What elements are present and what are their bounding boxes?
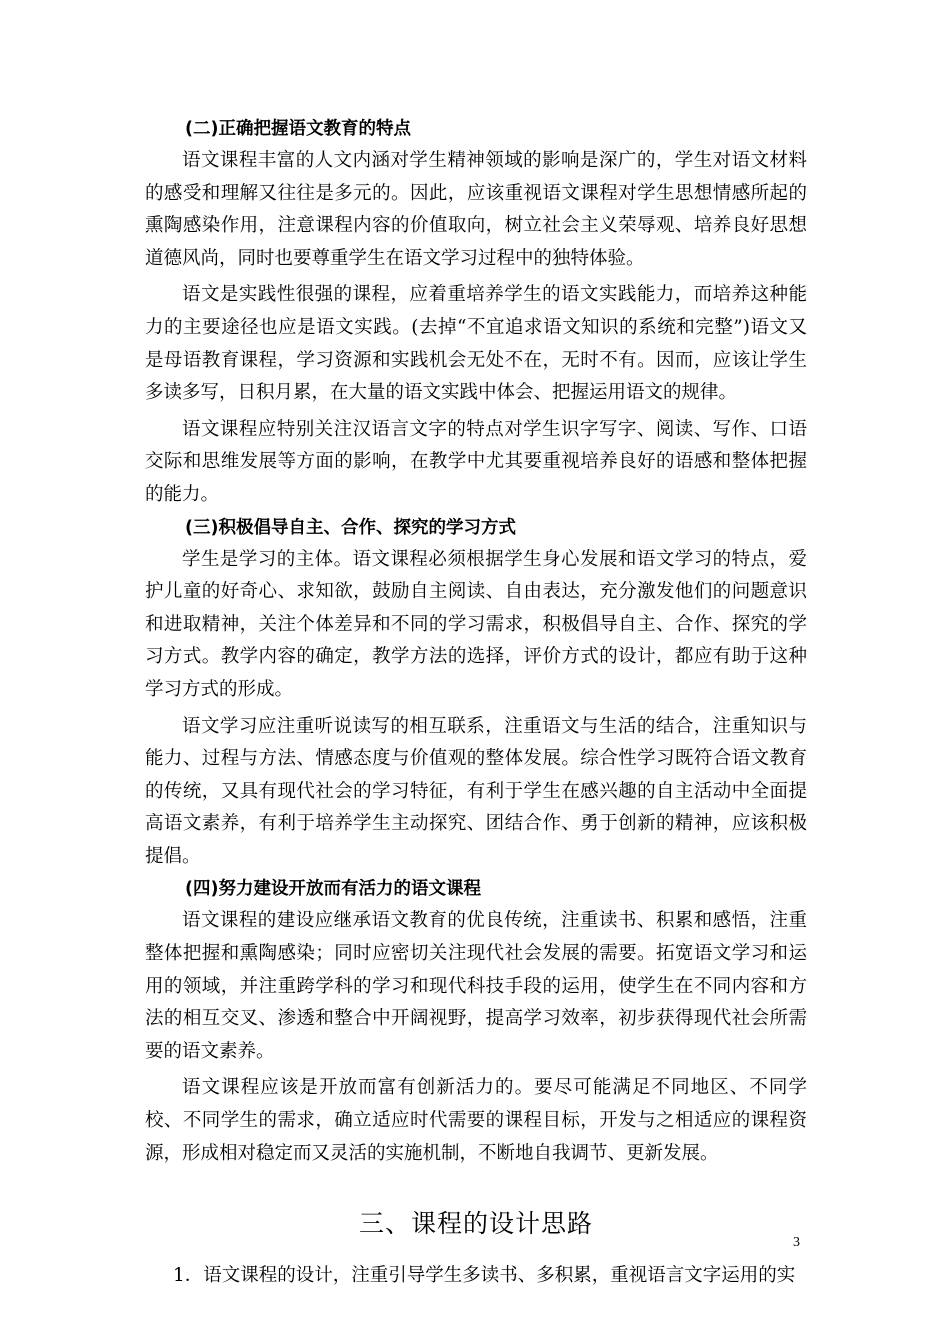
section-2-paragraph-1: 语文课程丰富的人文内涵对学生精神领域的影响是深广的，学生对语文材料的感受和理解又往往是多元的。因此，应该重视语文课程对学生思想情感所起的熏陶感染作用，注意课程内容的价值取向，树立社会主义荣辱观、培养良好思想道德风尚，同时也要尊重学生在语文学习过程中的独特体验。 xyxy=(145,150,807,269)
section-3-paragraph-1: 学生是学习的主体。语文课程必须根据学生身心发展和语文学习的特点，爱护儿童的好奇心、求知欲，鼓励自主阅读、自由表达，充分激发他们的问题意识和进取精神，关注个体差异和不同的学习需求，积极倡导自主、合作、探究的学习方式。教学内容的确定，教学方法的选择，评价方式的设计，都应有助于这种学习方式的形成。 xyxy=(145,548,807,700)
section-heading-4: (四)努力建设开放而有活力的语文课程 xyxy=(185,879,481,900)
section-3-paragraph-2: 语文学习应注重听说读写的相互联系，注重语文与生活的结合，注重知识与能力、过程与方法、情感态度与价值观的整体发展。综合性学习既符合语文教育的传统，又具有现代社会的学习特征，有利于学生在感兴趣的自主活动中全面提高语文素养，有利于培养学生主动探究、团结合作、勇于创新的精神，应该积极提倡。 xyxy=(145,715,807,867)
section-2-paragraph-3: 语文课程应特别关注汉语言文字的特点对学生识字写字、阅读、写作、口语交际和思维发展等方面的影响，在教学中尤其要重视培养良好的语感和整体把握的能力。 xyxy=(145,418,807,505)
chapter-title: 三、课程的设计思路 xyxy=(358,1209,593,1239)
section-heading-2: (二)正确把握语文教育的特点 xyxy=(185,119,411,139)
section-2-paragraph-2: 语文是实践性很强的课程，应着重培养学生的语文实践能力，而培养这种能力的主要途径也应是语文实践。(去掉“不宜追求语文知识的系统和完整”)语文又是母语教育课程，学习资源和实践机会无处不在，无时不有。因而，应该让学生多读多写，日积月累，在大量的语文实践中体会、把握运用语文的规律。 xyxy=(145,284,807,404)
page-content xyxy=(145,113,807,1292)
section-4-paragraph-2: 语文课程应该是开放而富有创新活力的。要尽可能满足不同地区、不同学校、不同学生的需求，确立适应时代需要的课程目标，开发与之相适应的课程资源，形成相对稳定而又灵活的实施机制，不断地自我调节、更新发展。 xyxy=(145,1077,807,1164)
section-heading-3: (三)积极倡导自主、合作、探究的学习方式 xyxy=(185,517,516,538)
section-4-paragraph-1: 语文课程的建设应继承语文教育的优良传统，注重读书、积累和感悟，注重整体把握和熏陶感染；同时应密切关注现代社会发展的需要。拓宽语文学习和运用的领域，并注重跨学科的学习和现代科技手段的运用，使学生在不同内容和方法的相互交叉、渗透和整合中开阔视野，提高学习效率，初步获得现代社会所需要的语文素养。 xyxy=(145,910,807,1062)
list-item-1: 1．语文课程的设计，注重引导学生多读书、多积累，重视语言文字运用的实 xyxy=(173,1265,796,1287)
page-number: 3 xyxy=(793,1235,800,1250)
